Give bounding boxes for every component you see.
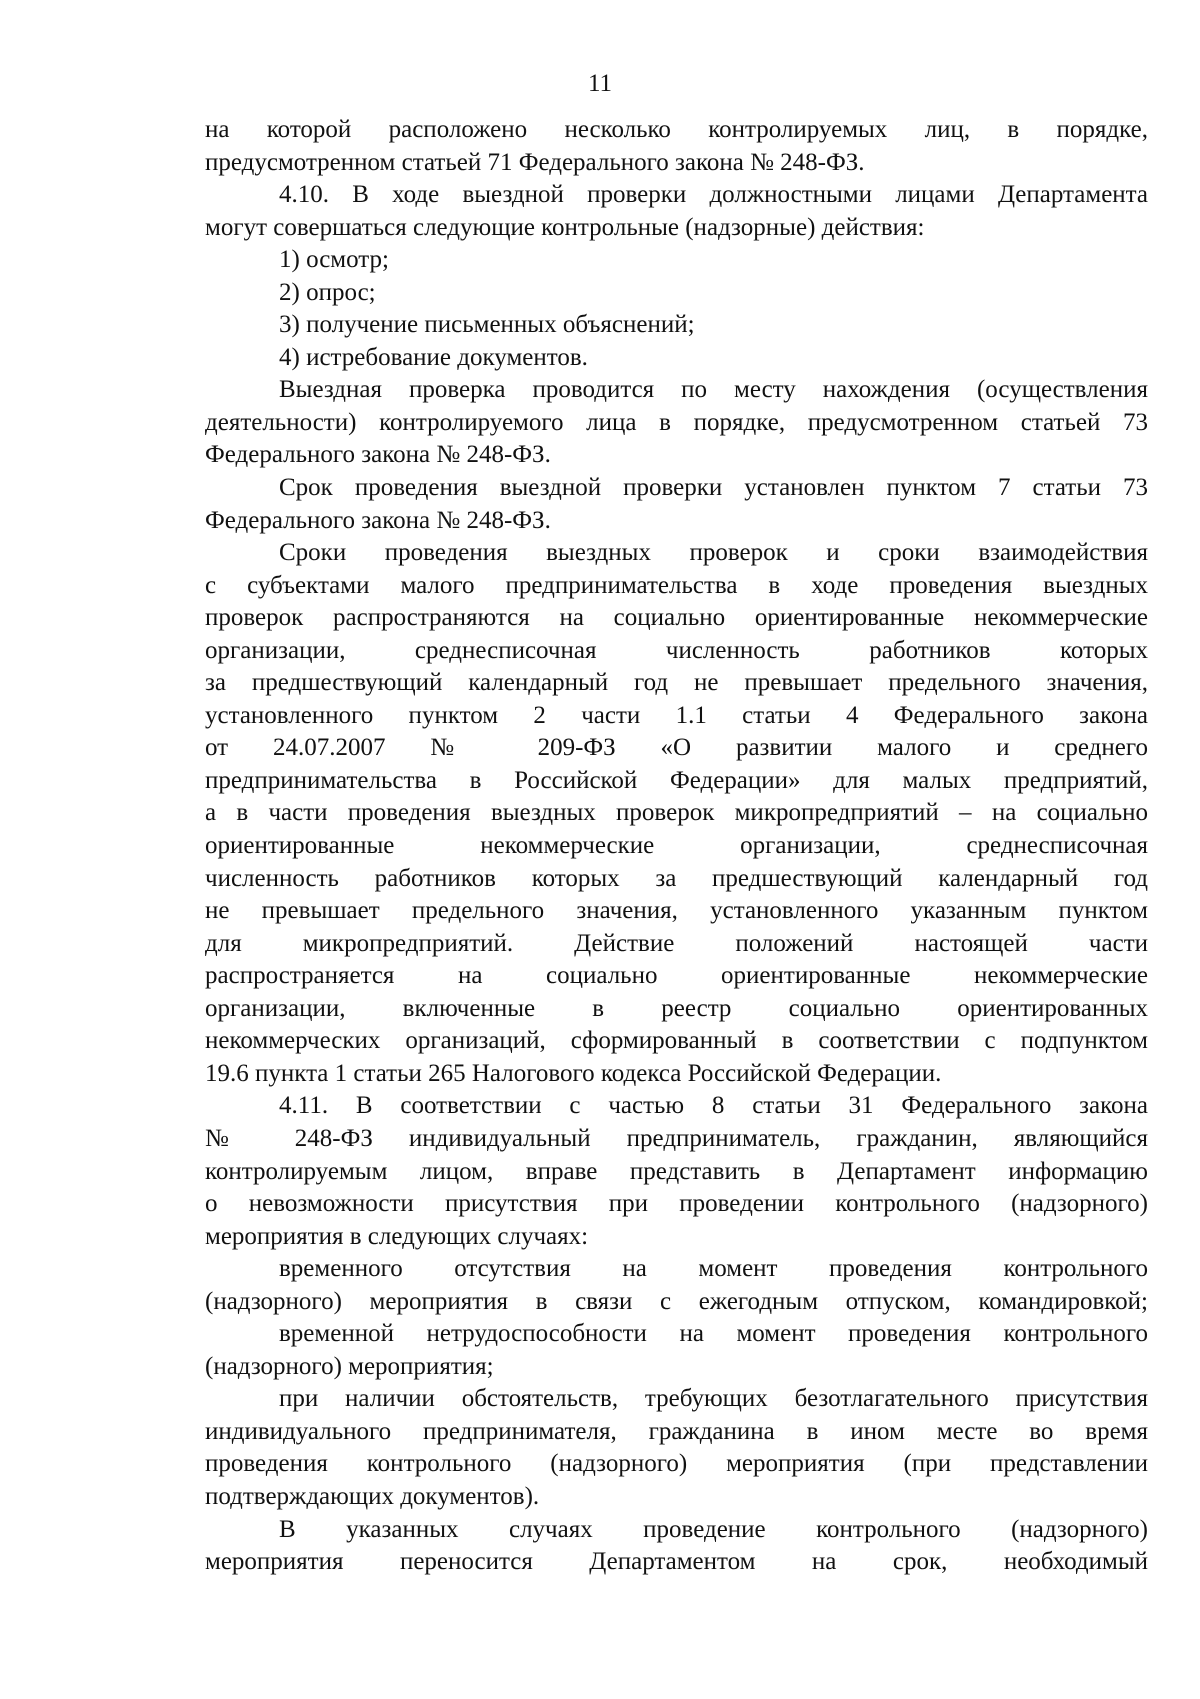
text-line: организации, среднесписочная численность работников которых — [205, 636, 1148, 664]
text-line: предпринимательства в Российской Федерации» для малых предприятий, — [205, 766, 1148, 794]
text-line: могут совершаться следующие контрольные (надзорные) действия: — [205, 213, 925, 241]
text-line: для микропредприятий. Действие положений настоящей части — [205, 929, 1148, 957]
text-line: от 24.07.2007 № 209-ФЗ «О развитии малого и среднего — [205, 734, 1148, 762]
text-line: проверок распространяются на социально ориентированные некоммерческие — [205, 604, 1148, 632]
text-line: контролируемым лицом, вправе представить в Департамент информацию — [205, 1157, 1148, 1185]
page-number: 11 — [587, 70, 613, 97]
text-line: 4.11. В соответствии с частью 8 статьи 31 Федерального закона — [279, 1092, 1148, 1120]
text-line: на которой расположено несколько контролируемых лиц, в порядке, — [205, 116, 1148, 143]
text-line: индивидуального предпринимателя, гражданина в ином месте во время — [205, 1417, 1148, 1445]
text-line: не превышает предельного значения, установленного указанным пунктом — [205, 897, 1148, 925]
text-line: о невозможности присутствия при проведении контрольного (надзорного) — [205, 1190, 1148, 1218]
text-line: 1) осмотр; — [279, 246, 389, 274]
text-line: Выездная проверка проводится по месту нахождения (осуществления — [279, 376, 1148, 404]
text-line: некоммерческих организаций, сформированный в соответствии с подпунктом — [205, 1027, 1148, 1055]
text-line: В указанных случаях проведение контрольного (надзорного) — [279, 1515, 1148, 1543]
text-line: 2) опрос; — [279, 278, 376, 306]
text-line: временной нетрудоспособности на момент проведения контрольного — [279, 1320, 1148, 1348]
text-line: 3) получение письменных объяснений; — [279, 311, 695, 339]
text-line: Федерального закона № 248-ФЗ. — [205, 441, 551, 469]
text-line: при наличии обстоятельств, требующих безотлагательного присутствия — [279, 1385, 1148, 1413]
text-line: с субъектами малого предпринимательства в ходе проведения выездных — [205, 571, 1148, 599]
text-line: мероприятия в следующих случаях: — [205, 1222, 589, 1250]
text-line: № 248-ФЗ индивидуальный предприниматель, гражданин, являющийся — [205, 1124, 1148, 1152]
text-line: предусмотренном статьей 71 Федерального закона № 248-ФЗ. — [205, 148, 865, 176]
text-line: установленного пунктом 2 части 1.1 статьи 4 Федерального закона — [205, 701, 1148, 729]
document-body — [205, 114, 1148, 1579]
text-line: 19.6 пункта 1 статьи 265 Налогового кодекса Российской Федерации. — [205, 1059, 942, 1087]
text-line: а в части проведения выездных проверок микропредприятий – на социально — [205, 799, 1148, 827]
text-line: мероприятия переносится Департаментом на срок, необходимый — [205, 1548, 1148, 1576]
text-line: подтверждающих документов). — [205, 1482, 540, 1510]
text-line: численность работников которых за предшествующий календарный год — [205, 864, 1148, 892]
text-line: Федерального закона № 248-ФЗ. — [205, 506, 551, 534]
text-line: за предшествующий календарный год не превышает предельного значения, — [205, 669, 1148, 697]
text-line: (надзорного) мероприятия в связи с ежегодным отпуском, командировкой; — [205, 1287, 1148, 1315]
text-line: ориентированные некоммерческие организации, среднесписочная — [205, 832, 1148, 860]
text-line: проведения контрольного (надзорного) мероприятия (при представлении — [205, 1450, 1148, 1478]
text-line: (надзорного) мероприятия; — [205, 1352, 494, 1380]
text-line: 4) истребование документов. — [279, 343, 588, 371]
text-line: Срок проведения выездной проверки установлен пунктом 7 статьи 73 — [279, 474, 1148, 502]
text-line: распространяется на социально ориентированные некоммерческие — [205, 962, 1148, 990]
text-line: временного отсутствия на момент проведения контрольного — [279, 1255, 1148, 1283]
text-line: организации, включенные в реестр социально ориентированных — [205, 994, 1148, 1022]
text-line: деятельности) контролируемого лица в порядке, предусмотренном статьей 73 — [205, 408, 1148, 436]
text-line: Сроки проведения выездных проверок и сроки взаимодействия — [279, 539, 1148, 567]
text-line: 4.10. В ходе выездной проверки должностными лицами Департамента — [279, 181, 1148, 209]
